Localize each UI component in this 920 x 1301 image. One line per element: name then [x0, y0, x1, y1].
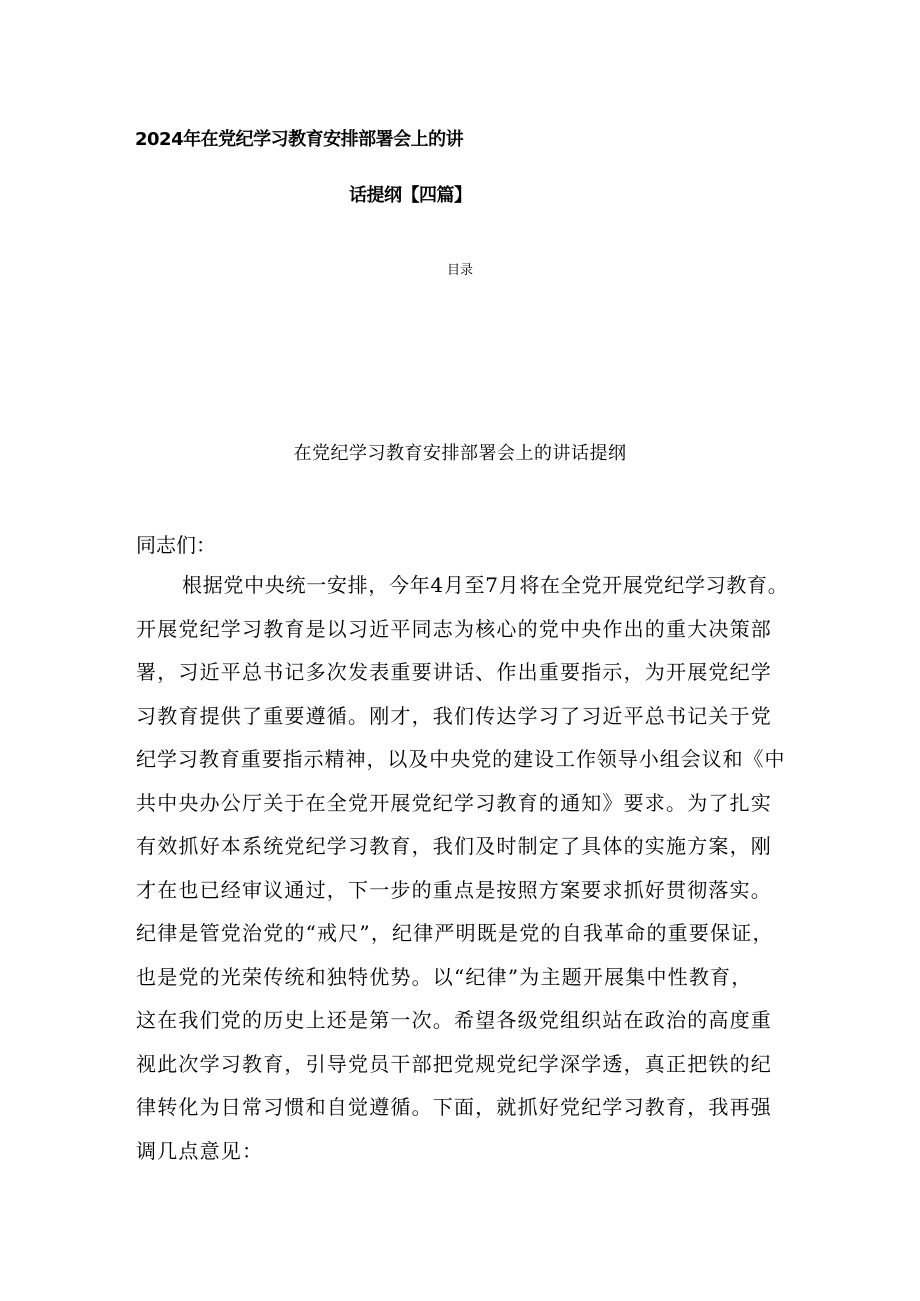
paragraph-line: 有效抓好本系统党纪学习教育，我们及时制定了具体的实施方案，刚 — [136, 834, 772, 858]
document-title-line-2: 话提纲【四篇】 — [349, 185, 472, 206]
paragraph-line: 开展党纪学习教育是以习近平同志为核心的党中央作出的重大决策部 — [136, 617, 772, 641]
paragraph-line: 共中央办公厅关于在全党开展党纪学习教育的通知》要求。为了扎实 — [136, 791, 772, 815]
paragraph-line: 视此次学习教育，引导党员干部把党规党纪学深学透，真正把铁的纪 — [136, 1052, 772, 1076]
section-title: 在党纪学习教育安排部署会上的讲话提纲 — [293, 443, 627, 464]
paragraph-line: 也是党的光荣传统和独特优势。以“纪律”为主题开展集中性教育， — [136, 965, 753, 989]
paragraph-line: 这在我们党的历史上还是第一次。希望各级党组织站在政治的高度重 — [136, 1008, 772, 1032]
paragraph-line: 纪律是管党治党的“戒尺”，纪律严明既是党的自我革命的重要保证， — [136, 921, 774, 945]
paragraph-line: 署，习近平总书记多次发表重要讲话、作出重要指示，为开展党纪学 — [136, 660, 772, 684]
table-of-contents-label: 目录 — [446, 263, 473, 278]
paragraph-line: 才在也已经审议通过，下一步的重点是按照方案要求抓好贯彻落实。 — [136, 878, 772, 902]
paragraph-line: 习教育提供了重要遵循。刚才，我们传达学习了习近平总书记关于党 — [136, 704, 772, 728]
paragraph-line: 纪学习教育重要指示精神，以及中央党的建设工作领导小组会议和《中 — [136, 747, 786, 771]
salutation: 同志们： — [136, 533, 216, 557]
paragraph-line: 律转化为日常习惯和自觉遵循。下面，就抓好党纪学习教育，我再强 — [136, 1095, 772, 1119]
paragraph-line: 根据党中央统一安排，今年4月至7月将在全党开展党纪学习教育。 — [182, 573, 789, 597]
document-title-line-1: 2024年在党纪学习教育安排部署会上的讲 — [135, 129, 464, 150]
paragraph-line: 调几点意见： — [136, 1139, 264, 1163]
